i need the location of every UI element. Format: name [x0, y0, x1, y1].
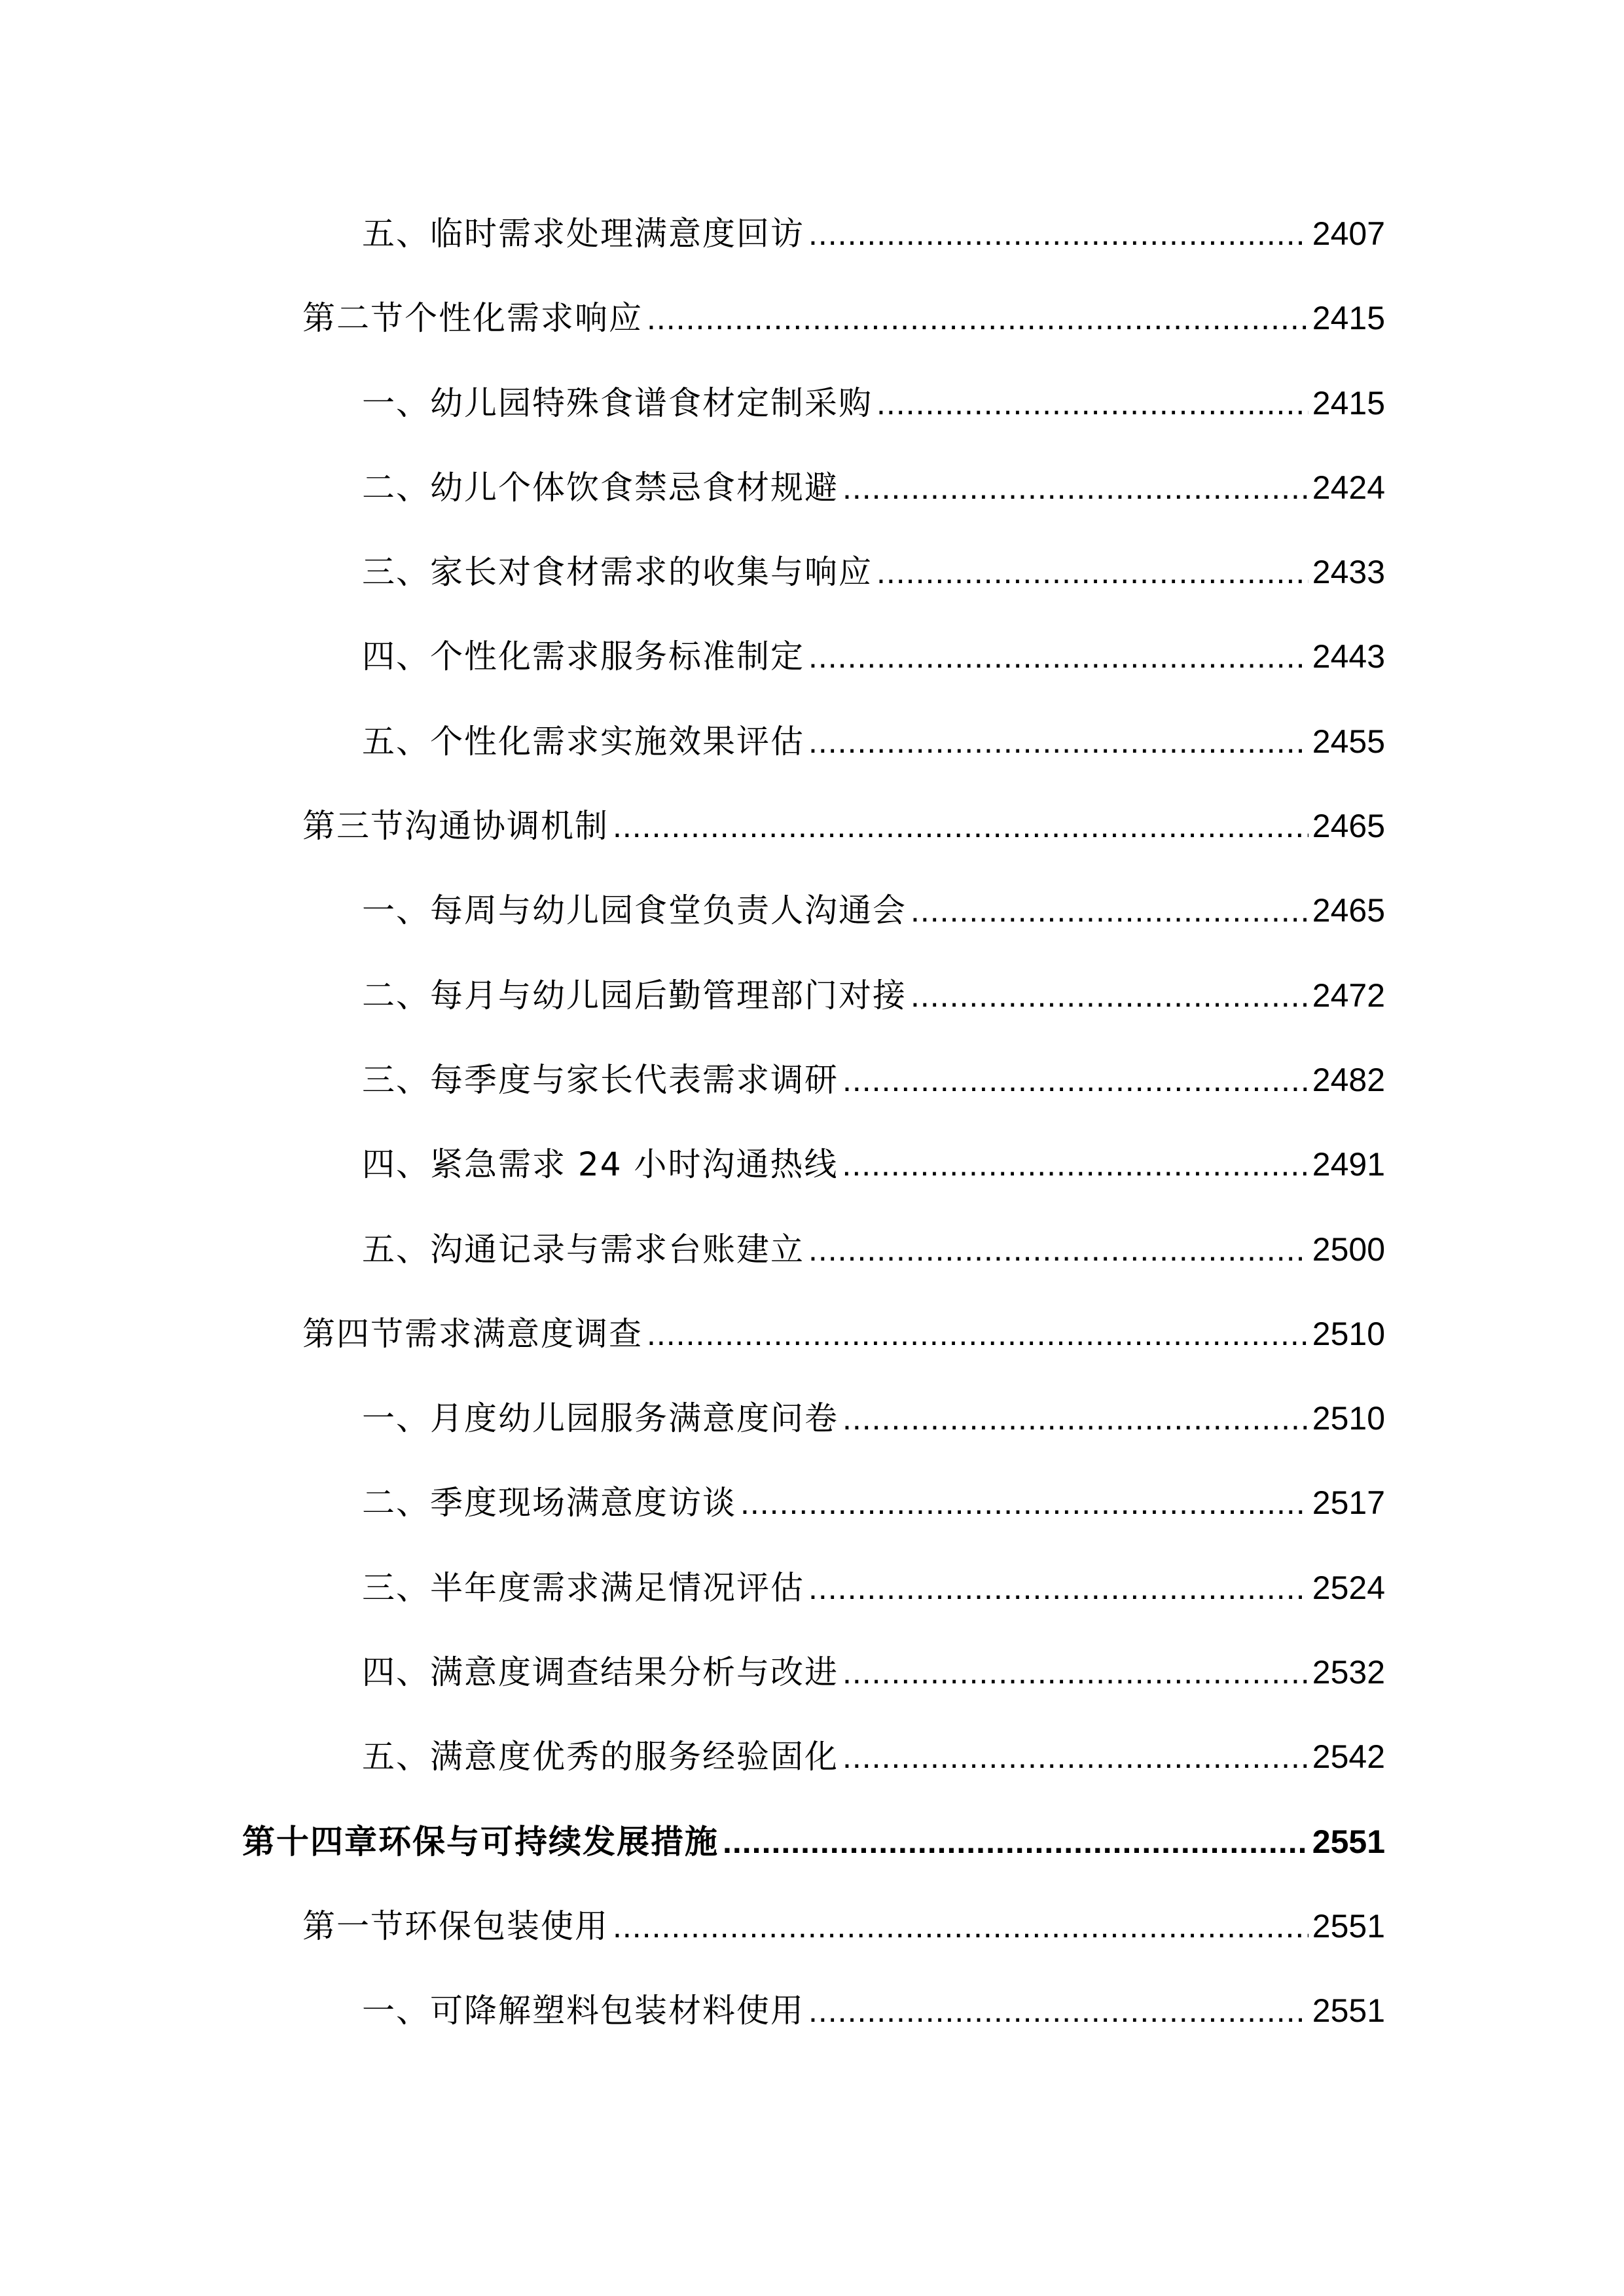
toc-page-number: 2465 — [1312, 808, 1385, 845]
toc-page-number: 2482 — [1312, 1061, 1385, 1098]
toc-entry[interactable] — [242, 380, 1385, 465]
toc-page-number: 2551 — [1312, 1992, 1385, 2030]
toc-dot-leader — [647, 295, 1308, 341]
toc-entry-title: 五、满意度优秀的服务经验固化 — [362, 1738, 839, 1776]
toc-dot-leader — [647, 1311, 1308, 1357]
toc-entry-title: 第十四章环保与可持续发展措施 — [242, 1822, 719, 1861]
toc-entry[interactable] — [242, 1141, 1385, 1226]
toc-dot-leader — [613, 803, 1308, 849]
toc-page-number: 2433 — [1312, 554, 1385, 591]
toc-entry-title: 二、幼儿个体饮食禁忌食材规避 — [362, 468, 839, 507]
toc-dot-leader — [876, 380, 1308, 426]
toc-entry-title: 四、满意度调查结果分析与改进 — [362, 1653, 839, 1692]
toc-entry-title: 四、紧急需求 24 小时沟通热线 — [362, 1145, 839, 1184]
toc-dot-leader — [740, 1480, 1308, 1526]
toc-entry-title: 五、沟通记录与需求台账建立 — [362, 1230, 804, 1268]
toc-page-number: 2443 — [1312, 638, 1385, 675]
toc-entry[interactable] — [242, 211, 1385, 295]
toc-dot-leader — [842, 1734, 1308, 1780]
toc-dot-leader — [876, 549, 1308, 595]
toc-entry[interactable] — [242, 1903, 1385, 1988]
toc-page-number: 2510 — [1312, 1315, 1385, 1352]
toc-dot-leader — [911, 888, 1308, 933]
toc-entry-title: 一、月度幼儿园服务满意度问卷 — [362, 1399, 839, 1438]
toc-entry-title: 二、季度现场满意度访谈 — [362, 1484, 736, 1522]
toc-dot-leader — [842, 1649, 1308, 1695]
toc-page-number: 2524 — [1312, 1569, 1385, 1606]
toc-page-number: 2415 — [1312, 300, 1385, 337]
toc-dot-leader — [911, 973, 1308, 1018]
toc-entry-title: 一、每周与幼儿园食堂负责人沟通会 — [362, 891, 907, 930]
toc-entry[interactable] — [242, 1480, 1385, 1564]
toc-entry[interactable] — [242, 719, 1385, 803]
toc-page-number: 2407 — [1312, 215, 1385, 252]
toc-entry-title: 四、个性化需求服务标准制定 — [362, 637, 804, 676]
toc-page-number: 2415 — [1312, 384, 1385, 422]
toc-entry-title: 三、半年度需求满足情况评估 — [362, 1568, 804, 1607]
toc-entry[interactable] — [242, 973, 1385, 1057]
toc-dot-leader — [723, 1819, 1308, 1865]
toc-entry-title: 一、可降解塑料包装材料使用 — [362, 1992, 804, 2030]
toc-entry-title: 第二节个性化需求响应 — [302, 299, 643, 338]
toc-dot-leader — [842, 1141, 1308, 1187]
toc-page-number: 2532 — [1312, 1654, 1385, 1691]
toc-entry[interactable] — [242, 295, 1385, 380]
toc-entry-title: 第四节需求满意度调查 — [302, 1314, 643, 1353]
toc-entry-title: 第一节环保包装使用 — [302, 1907, 609, 1945]
toc-dot-leader — [808, 211, 1308, 257]
toc-dot-leader — [808, 634, 1308, 679]
toc-entry-title: 一、幼儿园特殊食谱食材定制采购 — [362, 384, 873, 422]
toc-entry[interactable] — [242, 1227, 1385, 1311]
toc-dot-leader — [808, 1565, 1308, 1611]
toc-dot-leader — [808, 719, 1308, 764]
toc-page-number: 2517 — [1312, 1484, 1385, 1522]
toc-entry[interactable] — [242, 1734, 1385, 1818]
toc-entry[interactable] — [242, 549, 1385, 634]
toc-entry[interactable] — [242, 465, 1385, 549]
toc-entry[interactable] — [242, 1565, 1385, 1649]
toc-entry-title: 第三节沟通协调机制 — [302, 807, 609, 846]
toc-page-number: 2510 — [1312, 1400, 1385, 1437]
toc-entry-title: 五、临时需求处理满意度回访 — [362, 215, 804, 253]
toc-dot-leader — [842, 1395, 1308, 1441]
table-of-contents — [242, 211, 1385, 2073]
toc-dot-leader — [613, 1903, 1308, 1949]
toc-entry-title: 二、每月与幼儿园后勤管理部门对接 — [362, 976, 907, 1014]
toc-entry[interactable] — [242, 888, 1385, 972]
toc-page-number: 2542 — [1312, 1738, 1385, 1776]
toc-dot-leader — [842, 1057, 1308, 1103]
toc-entry[interactable] — [242, 1311, 1385, 1395]
toc-entry[interactable] — [242, 803, 1385, 888]
toc-entry[interactable] — [242, 1649, 1385, 1734]
toc-entry-title: 五、个性化需求实施效果评估 — [362, 722, 804, 761]
toc-dot-leader — [842, 465, 1308, 511]
toc-entry-title: 三、家长对食材需求的收集与响应 — [362, 553, 873, 592]
toc-page-number: 2455 — [1312, 723, 1385, 760]
toc-entry[interactable] — [242, 1988, 1385, 2072]
toc-entry-chapter[interactable] — [242, 1819, 1385, 1903]
toc-entry[interactable] — [242, 1057, 1385, 1141]
toc-page-number: 2472 — [1312, 977, 1385, 1014]
toc-entry[interactable] — [242, 1395, 1385, 1480]
toc-page-number: 2424 — [1312, 469, 1385, 506]
toc-page-number: 2551 — [1312, 1907, 1385, 1945]
toc-dot-leader — [808, 1988, 1308, 2034]
toc-dot-leader — [808, 1227, 1308, 1272]
toc-page-number: 2500 — [1312, 1230, 1385, 1268]
toc-entry-title: 三、每季度与家长代表需求调研 — [362, 1060, 839, 1099]
toc-page-number: 2465 — [1312, 892, 1385, 929]
toc-entry[interactable] — [242, 634, 1385, 718]
toc-page-number: 2551 — [1312, 1823, 1385, 1860]
toc-page-number: 2491 — [1312, 1146, 1385, 1183]
